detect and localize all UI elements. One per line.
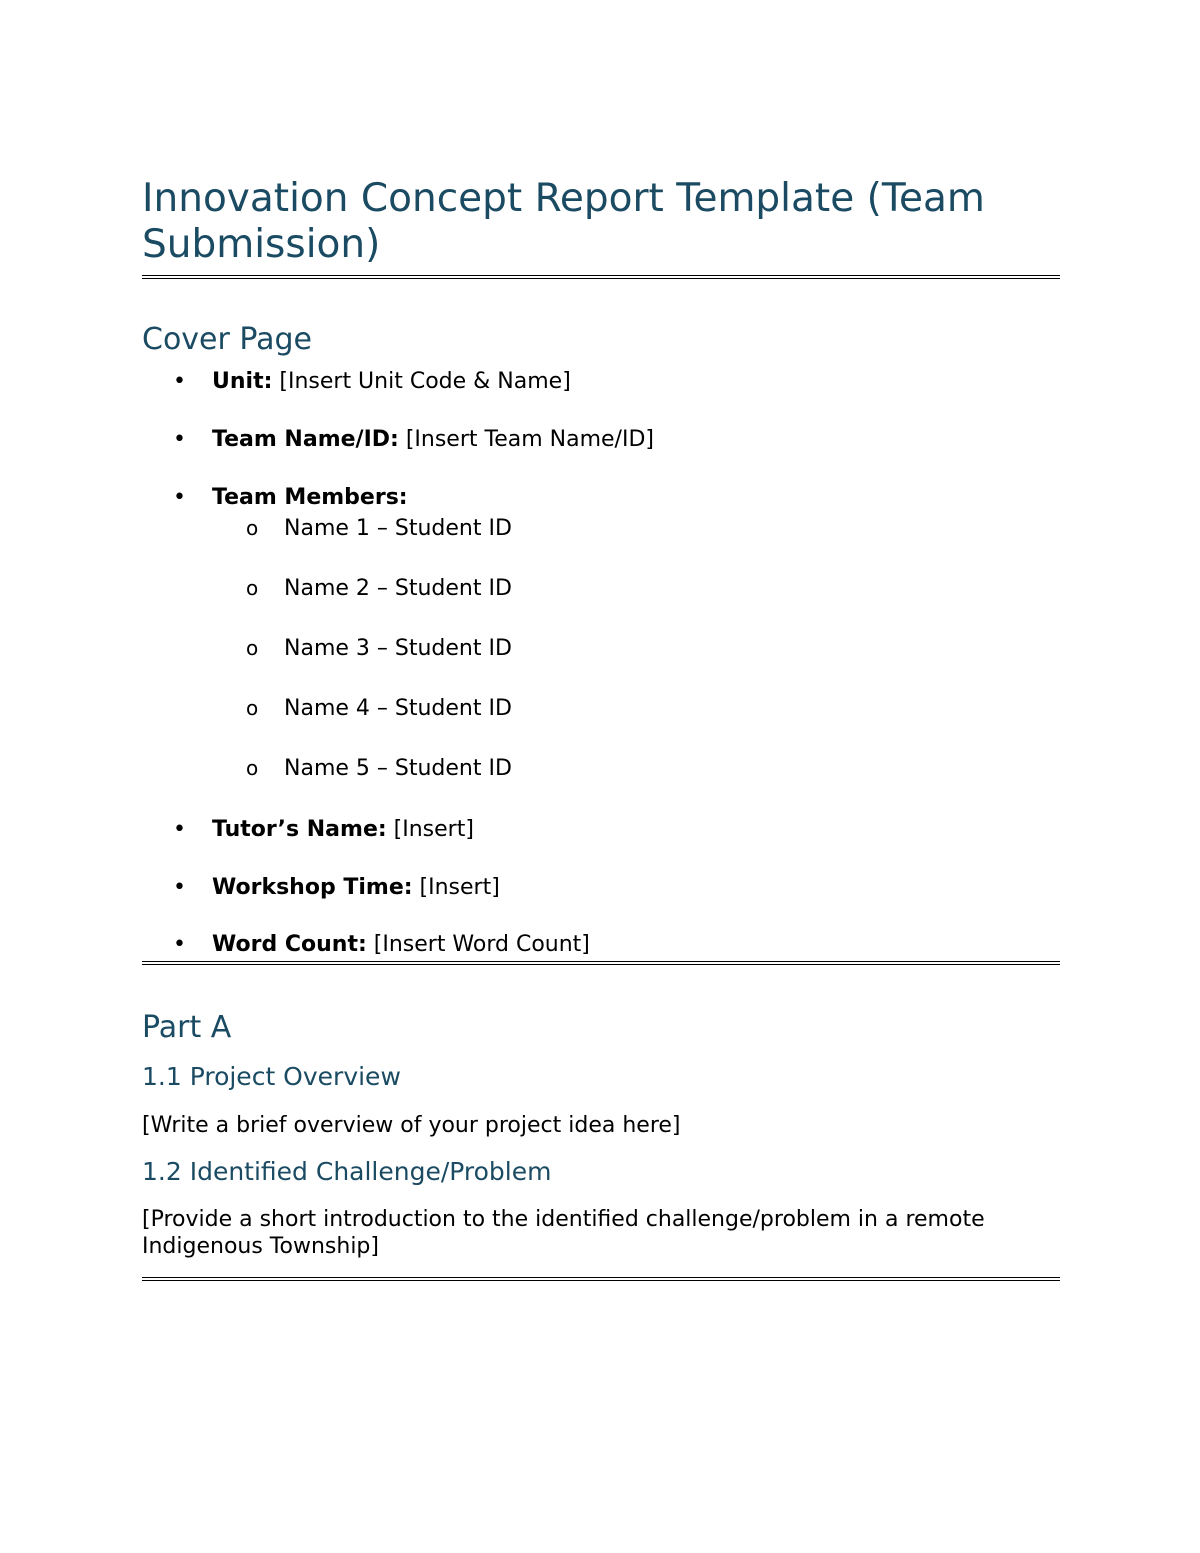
member-label: Name 2 – Student ID [284, 576, 512, 601]
member-label: Name 5 – Student ID [284, 756, 512, 781]
list-item-label [212, 874, 500, 901]
field-label: Team Members: [212, 485, 408, 510]
bullet-icon: • [173, 875, 186, 900]
circle-bullet-icon: o [246, 516, 259, 540]
challenge-heading: 1.2 Identified Challenge/Problem [142, 1157, 552, 1186]
circle-bullet-icon: o [246, 636, 259, 660]
list-item-label [212, 426, 654, 453]
field-value: [Insert] [386, 817, 474, 842]
circle-bullet-icon: o [246, 576, 259, 600]
circle-bullet-icon: o [246, 756, 259, 780]
field-label: Unit: [212, 369, 273, 394]
member-label: Name 4 – Student ID [284, 696, 512, 721]
field-value: [Insert Word Count] [366, 932, 590, 957]
project-overview-heading: 1.1 Project Overview [142, 1062, 401, 1091]
part-a-heading: Part A [142, 1010, 232, 1045]
field-value: [Insert Unit Code & Name] [272, 369, 571, 394]
member-label: Name 1 – Student ID [284, 516, 512, 541]
list-item-label [212, 368, 571, 395]
title-divider [142, 275, 1060, 276]
project-overview-text: [Write a brief overview of your project idea here] [142, 1113, 681, 1138]
field-label: Team Name/ID: [212, 427, 399, 452]
bullet-icon: • [173, 817, 186, 842]
bullet-icon: • [173, 485, 186, 510]
field-label: Workshop Time: [212, 875, 413, 900]
list-item-label [212, 816, 474, 843]
field-label: Word Count: [212, 932, 367, 957]
part-a-divider [142, 1277, 1060, 1278]
field-value: [Insert Team Name/ID] [398, 427, 654, 452]
member-label: Name 3 – Student ID [284, 636, 512, 661]
field-value: [Insert] [412, 875, 500, 900]
bullet-icon: • [173, 369, 186, 394]
document-title: Innovation Concept Report Template (Team Submission) [142, 176, 985, 267]
challenge-text: [Provide a short introduction to the identified challenge/problem in a remote Indigenous Township] [142, 1207, 985, 1259]
cover-page-heading: Cover Page [142, 322, 313, 357]
field-label: Tutor’s Name: [212, 817, 387, 842]
bullet-icon: • [173, 932, 186, 957]
list-item-label [212, 484, 408, 511]
circle-bullet-icon: o [246, 696, 259, 720]
bullet-icon: • [173, 427, 186, 452]
cover-divider [142, 961, 1060, 962]
list-item-label [212, 931, 590, 958]
